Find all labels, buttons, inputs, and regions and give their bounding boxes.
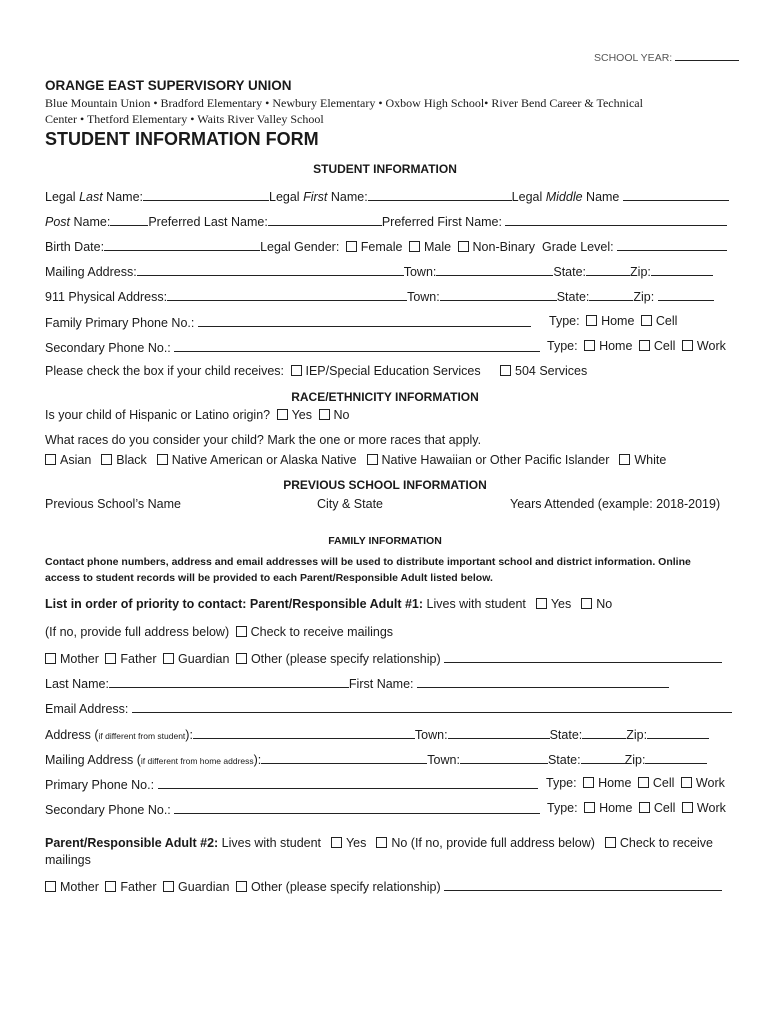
secondary-work-checkbox[interactable] <box>682 340 693 351</box>
primary-home-checkbox[interactable] <box>586 315 597 326</box>
family-notice-line-1: Contact phone numbers, address and email addresses will be used to distribute important school and district information. Online <box>45 556 691 568</box>
family-section-title: FAMILY INFORMATION <box>328 535 442 547</box>
form-title: STUDENT INFORMATION FORM <box>45 129 319 149</box>
adult1-name-row: Last Name: First Name: <box>45 675 669 691</box>
hispanic-row: Is your child of Hispanic or Latino origin? Yes No <box>45 408 350 422</box>
adult2-mailings-label: mailings <box>45 853 91 867</box>
adult1-primary-cell-checkbox[interactable] <box>638 777 649 788</box>
adult2-guardian-checkbox[interactable] <box>163 881 174 892</box>
adult1-if-no-row: (If no, provide full address below) Check to receive mailings <box>45 625 394 639</box>
adult1-secondary-phone-field[interactable] <box>174 801 540 814</box>
adult1-secondary-type: Type: Home Cell Work <box>547 801 726 815</box>
black-checkbox[interactable] <box>101 454 112 465</box>
adult1-guardian-checkbox[interactable] <box>163 653 174 664</box>
adult1-email-row: Email Address: <box>45 700 732 716</box>
hispanic-no-checkbox[interactable] <box>319 409 330 420</box>
races-question: What races do you consider your child? Mark the one or more races that apply. <box>45 433 482 447</box>
secondary-cell-checkbox[interactable] <box>639 340 650 351</box>
school-year <box>594 48 739 64</box>
female-checkbox[interactable] <box>346 241 357 252</box>
adult1-mailings-checkbox[interactable] <box>236 626 247 637</box>
adult1-zip-field[interactable] <box>647 726 709 739</box>
previous-school-name-label: Previous School’s Name <box>45 497 181 511</box>
races-row: Asian Black Native American or Alaska Native Native Hawaiian or Other Pacific Islander White <box>42 453 666 467</box>
adult2-mailings-checkbox[interactable] <box>605 837 616 848</box>
adult1-secondary-home-checkbox[interactable] <box>584 802 595 813</box>
adult1-lives-yes-checkbox[interactable] <box>536 598 547 609</box>
physical-address-field[interactable] <box>167 288 407 301</box>
adult1-primary-home-checkbox[interactable] <box>583 777 594 788</box>
adult1-first-name-field[interactable] <box>417 675 669 688</box>
schools-line-2: Center • Thetford Elementary • Waits River Valley School <box>45 112 324 126</box>
schools-line-1: Blue Mountain Union • Bradford Elementary • Newbury Elementary • Oxbow High School• River Bend Career & Technical <box>45 96 643 110</box>
male-checkbox[interactable] <box>409 241 420 252</box>
secondary-phone-row: Secondary Phone No.: <box>45 339 540 355</box>
mailing-address-row: Mailing Address: Town: State: Zip: <box>45 263 713 279</box>
adult2-father-checkbox[interactable] <box>105 881 116 892</box>
years-attended-label: Years Attended (example: 2018-2019) <box>510 497 721 511</box>
school-year-field[interactable] <box>675 48 739 61</box>
student-section-title: STUDENT INFORMATION <box>313 162 457 176</box>
adult2-relationship-row: Mother Father Guardian Other (please specify relationship) <box>42 878 722 894</box>
adult1-town-field[interactable] <box>448 726 550 739</box>
grade-level-field[interactable] <box>617 238 727 251</box>
native-american-checkbox[interactable] <box>157 454 168 465</box>
adult1-primary-phone-row: Primary Phone No.: <box>45 776 538 792</box>
legal-first-name-field[interactable] <box>368 188 512 201</box>
adult1-heading-row: List in order of priority to contact: Parent/Responsible Adult #1: Lives with student Yes No <box>45 597 613 611</box>
native-hawaiian-checkbox[interactable] <box>367 454 378 465</box>
adult1-state-field[interactable] <box>582 726 626 739</box>
iep-checkbox[interactable] <box>291 365 302 376</box>
adult2-mother-checkbox[interactable] <box>45 881 56 892</box>
adult1-secondary-phone-row: Secondary Phone No.: <box>45 801 540 817</box>
race-section-title: RACE/ETHNICITY INFORMATION <box>291 390 479 404</box>
white-checkbox[interactable] <box>619 454 630 465</box>
post-name-row: Post Name: Preferred Last Name: Preferred First Name: <box>45 213 727 229</box>
adult1-primary-work-checkbox[interactable] <box>681 777 692 788</box>
adult1-mailing-zip-field[interactable] <box>645 751 707 764</box>
mailing-town-field[interactable] <box>436 263 553 276</box>
preferred-last-name-field[interactable] <box>268 213 382 226</box>
city-state-label: City & State <box>317 497 383 511</box>
adult2-lives-no-checkbox[interactable] <box>376 837 387 848</box>
adult1-mailing-row: Mailing Address (if different from home address): Town: State: Zip: <box>45 751 707 767</box>
mailing-zip-field[interactable] <box>651 263 713 276</box>
adult1-secondary-work-checkbox[interactable] <box>682 802 693 813</box>
adult2-lives-yes-checkbox[interactable] <box>331 837 342 848</box>
services-row: Please check the box if your child receives: IEP/Special Education Services <box>45 364 481 378</box>
physical-state-field[interactable] <box>589 288 633 301</box>
secondary-home-checkbox[interactable] <box>584 340 595 351</box>
secondary-phone-field[interactable] <box>174 339 540 352</box>
primary-phone-field[interactable] <box>198 314 531 327</box>
adult1-last-name-field[interactable] <box>109 675 349 688</box>
secondary-phone-type: Type: Home Cell Work <box>547 339 726 353</box>
nonbinary-checkbox[interactable] <box>458 241 469 252</box>
adult1-mailing-town-field[interactable] <box>460 751 548 764</box>
post-name-field[interactable] <box>110 213 148 226</box>
legal-middle-name-field[interactable] <box>623 188 729 201</box>
preferred-first-name-field[interactable] <box>505 213 727 226</box>
adult1-secondary-cell-checkbox[interactable] <box>639 802 650 813</box>
org-name: ORANGE EAST SUPERVISORY UNION <box>45 78 292 93</box>
adult1-lives-no-checkbox[interactable] <box>581 598 592 609</box>
504-services: 504 Services <box>497 364 587 378</box>
physical-zip-field[interactable] <box>658 288 714 301</box>
adult1-mailing-state-field[interactable] <box>581 751 625 764</box>
legal-last-name-field[interactable] <box>143 188 269 201</box>
physical-town-field[interactable] <box>440 288 557 301</box>
physical-address-row: 911 Physical Address: Town: State: Zip: <box>45 288 714 304</box>
adult1-other-field[interactable] <box>444 650 722 663</box>
mailing-address-field[interactable] <box>137 263 404 276</box>
primary-cell-checkbox[interactable] <box>641 315 652 326</box>
adult1-primary-phone-field[interactable] <box>158 776 538 789</box>
primary-phone-row: Family Primary Phone No.: <box>45 314 531 330</box>
adult1-address-field[interactable] <box>193 726 415 739</box>
previous-section-title: PREVIOUS SCHOOL INFORMATION <box>283 478 487 492</box>
primary-phone-type: Type: Home Cell <box>549 314 678 328</box>
birth-gender-row: Birth Date: Legal Gender: Female Male Non-Binary Grade Level: <box>45 238 727 254</box>
adult1-other-checkbox[interactable] <box>236 653 247 664</box>
adult1-primary-type: Type: Home Cell Work <box>546 776 725 790</box>
adult2-other-field[interactable] <box>444 878 722 891</box>
family-notice-line-2: access to student records will be provided to each Parent/Responsible Adult listed below. <box>45 572 493 584</box>
adult2-heading-row: Parent/Responsible Adult #2: Lives with student Yes No (If no, provide full address below) Check to receive <box>45 836 713 850</box>
hispanic-yes-checkbox[interactable] <box>277 409 288 420</box>
birth-date-field[interactable] <box>104 238 260 251</box>
school-year-label: SCHOOL YEAR: <box>594 52 673 64</box>
legal-names-row: Legal Last Name: Legal First Name: Legal Middle Name <box>45 188 729 204</box>
adult1-mailing-field[interactable] <box>261 751 427 764</box>
adult1-mother-checkbox[interactable] <box>45 653 56 664</box>
asian-checkbox[interactable] <box>45 454 56 465</box>
adult1-father-checkbox[interactable] <box>105 653 116 664</box>
mailing-state-field[interactable] <box>586 263 630 276</box>
504-checkbox[interactable] <box>500 365 511 376</box>
adult2-other-checkbox[interactable] <box>236 881 247 892</box>
adult1-email-field[interactable] <box>132 700 732 713</box>
adult1-address-row: Address (if different from student): Town: State: Zip: <box>45 726 709 742</box>
adult1-relationship-row: Mother Father Guardian Other (please specify relationship) <box>42 650 722 666</box>
